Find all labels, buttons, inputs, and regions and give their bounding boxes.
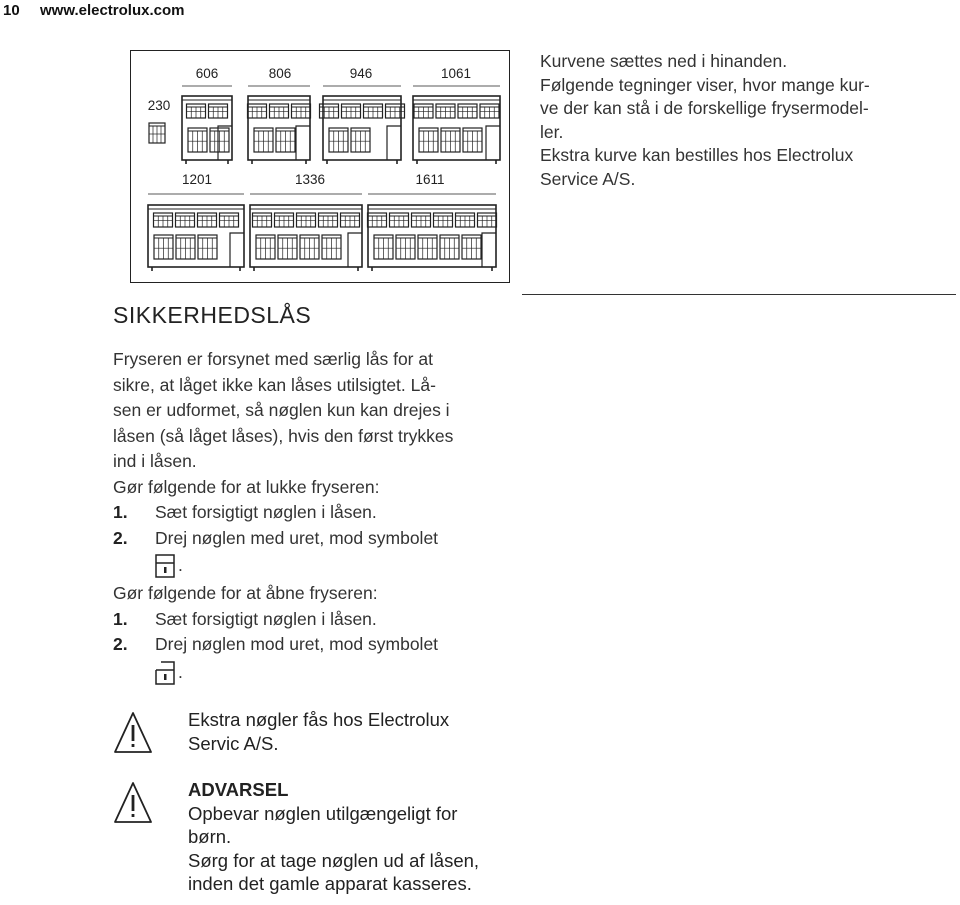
close-step-2 [113,526,533,552]
page-number: 10 [3,2,20,19]
paragraph-line: låsen (så låget låses), hvis den først trykkes [113,425,454,446]
paragraph-line: Fryseren er forsynet med særlig lås for at [113,349,433,369]
label-606: 606 [195,66,219,81]
drawing-stroke [387,126,401,160]
note-warning [113,778,548,896]
note-line: Servic A/S. [188,732,279,754]
note-line: Sørg for at tage nøglen ud af låsen, [188,849,480,871]
label-1201: 1201 [181,172,213,187]
label-946: 946 [349,66,373,81]
label-230: 230 [147,98,171,113]
note-line: børn. [188,826,232,847]
section-divider [522,294,956,295]
label-806: 806 [268,66,292,81]
lock-open-icon [155,661,175,685]
symbol-suffix: . [178,661,183,682]
warning-title: ADVARSEL [188,779,289,800]
step-number: 1. [113,608,128,629]
freezer-outline [250,205,362,267]
note-extra-keys [113,708,548,758]
section-body [113,347,533,688]
warning-icon [113,778,173,828]
drawing-stroke [296,126,310,160]
warning-icon [113,708,173,758]
intro-line: Kurvene sættes ned i hinanden. [540,51,788,71]
intro-line: Ekstra kurve kan bestilles hos Electrolux [540,145,854,165]
intro-text [540,50,950,191]
label-1061: 1061 [440,66,472,81]
lock-closed-icon [155,554,175,578]
paragraph-line: sen er udformet, så nøglen kun kan drejes i [113,400,450,420]
close-step-1 [113,500,533,526]
intro-line: ler. [540,121,564,142]
intro-line: ve der kan stå i de forskellige frysermodel- [540,98,869,118]
step-number: 1. [113,502,128,522]
drawing-stroke [230,233,244,267]
intro-line: Service A/S. [540,168,636,189]
paragraph-line: ind i låsen. [113,451,197,471]
basket-figure [130,50,510,283]
note-line: inden det gamle apparat kasseres. [188,873,472,894]
step-text: Sæt forsigtigt nøglen i låsen. [155,608,377,629]
label-1336: 1336 [294,172,326,187]
close-title: Gør følgende for at lukke fryseren: [113,476,380,497]
drawing-stroke [486,126,500,160]
intro-line: Følgende tegninger viser, hvor mange kur- [540,74,870,95]
note-text [188,708,548,758]
open-title: Gør følgende for at åbne fryseren: [113,583,378,603]
label-1611: 1611 [415,172,445,187]
symbol-suffix: . [178,555,183,576]
note-text [188,778,548,896]
page-header [0,0,960,22]
note-line: Ekstra nøgler fås hos Electrolux [188,709,450,730]
step-text: Drej nøglen med uret, mod symbolet [155,527,439,548]
drawing-stroke [348,233,362,267]
step-text: Sæt forsigtigt nøglen i låsen. [155,502,377,522]
unlock-symbol-line [113,658,533,688]
paragraph-line: sikre, at låget ikke kan låses utilsigtet. Lå- [113,374,436,395]
lock-symbol-line [113,551,533,581]
step-number: 2. [113,634,128,654]
freezer-basket-illustration [130,50,510,283]
section-heading: SIKKERHEDSLÅS [113,302,312,328]
open-step-2 [113,632,533,658]
drawing-stroke [482,233,496,267]
note-line: Opbevar nøglen utilgængeligt for [188,802,458,824]
step-text: Drej nøglen mod uret, mod symbolet [155,634,439,654]
open-step-1 [113,607,533,633]
step-number: 2. [113,527,128,548]
website-url: www.electrolux.com [40,2,185,19]
figure-frame [131,51,510,283]
